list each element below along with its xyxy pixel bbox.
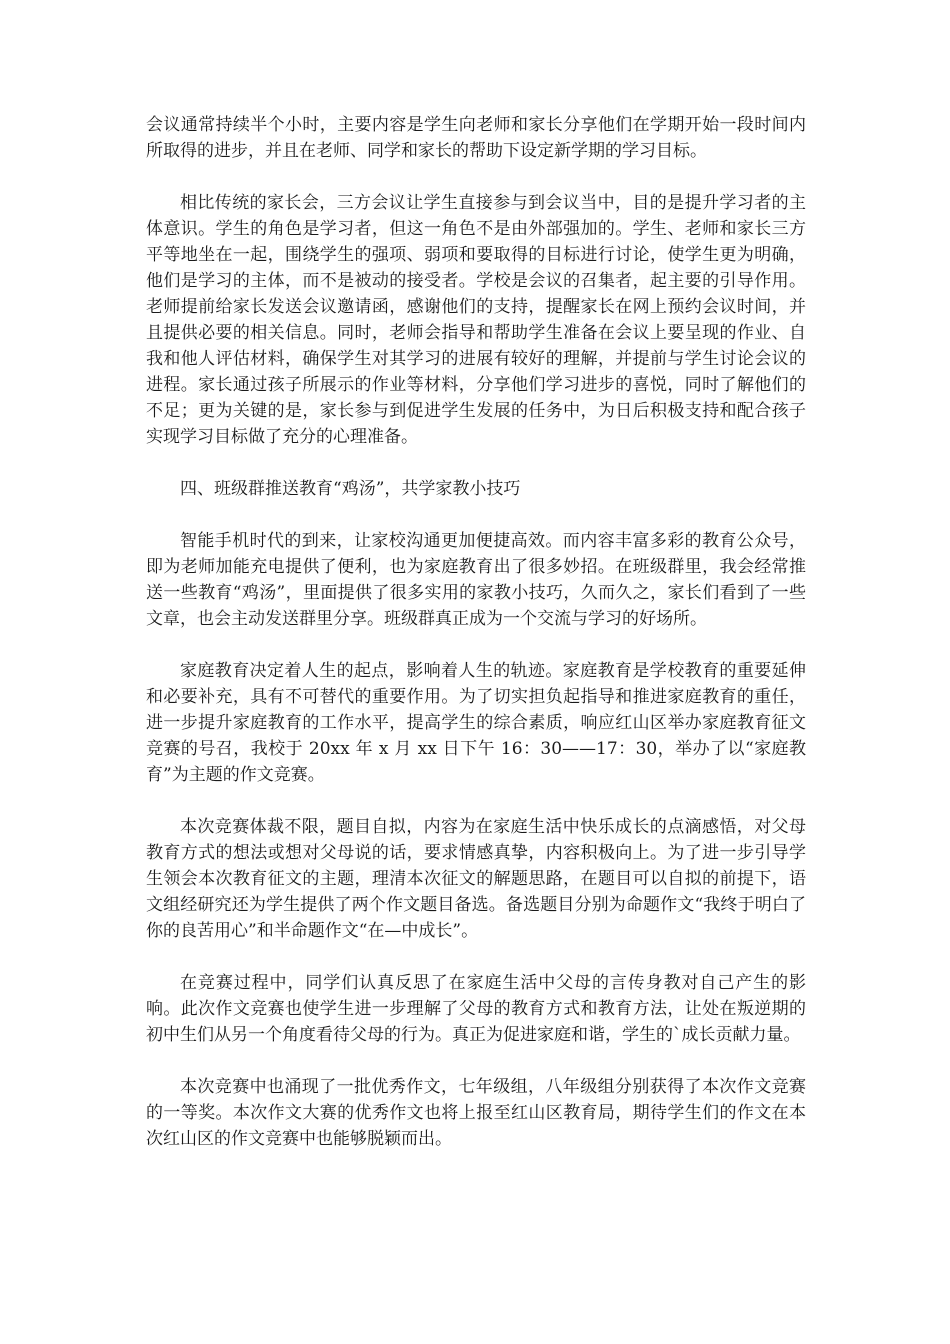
paragraph-family-education: 家庭教育决定着人生的起点，影响着人生的轨迹。家庭教育是学校教育的重要延伸和必要补充，具有不可替代的重要作用。为了切实担负起指导和推进家庭教育的重任，进一步提升家庭教育的工作水平，提高学生的综合素质，响应红山区举办家庭教育征文竞赛的号召，我校于 20xx 年 x 月 xx 日下午 16：30——17：30，举办了以“家庭教育”为主题的作文竞赛。 xyxy=(146,661,806,785)
paragraph-three-party-meeting: 相比传统的家长会，三方会议让学生直接参与到会议当中，目的是提升学习者的主体意识。学生的角色是学习者，但这一角色不是由外部强加的。学生、老师和家长三方平等地坐在一起，围绕学生的强项、弱项和要取得的目标进行讨论，使学生更为明确，他们是学习的主体，而不是被动的接受者。学校是会议的召集者，起主要的引导作用。老师提前给家长发送会议邀请函，感谢他们的支持，提醒家长在网上预约会议时间，并且提供必要的相关信息。同时，老师会指导和帮助学生准备在会议上要呈现的作业、自我和他人评估材料，确保学生对其学习的进展有较好的理解，并提前与学生讨论会议的进程。家长通过孩子所展示的作业等材料，分享他们学习进步的喜悦，同时了解他们的不足；更为关键的是，家长参与到促进学生发展的任务中，为日后积极支持和配合孩子实现学习目标做了充分的心理准备。 xyxy=(146,193,806,447)
paragraph-competition-process: 在竞赛过程中，同学们认真反思了在家庭生活中父母的言传身教对自己产生的影响。此次作文竞赛也使学生进一步理解了父母的教育方式和教育方法，让处在叛逆期的初中生们从另一个角度看待父母的行为。真正为促进家庭和谐，学生的`成长贡献力量。 xyxy=(146,973,806,1045)
paragraph-smartphone-era: 智能手机时代的到来，让家校沟通更加便捷高效。而内容丰富多彩的教育公众号，即为老师加能充电提供了便利，也为家庭教育出了很多妙招。在班级群里，我会经常推送一些教育“鸡汤”，里面提供了很多实用的家教小技巧，久而久之，家长们看到了一些文章，也会主动发送群里分享。班级群真正成为一个交流与学习的好场所。 xyxy=(146,531,806,629)
paragraph-meeting-intro: 会议通常持续半个小时，主要内容是学生向老师和家长分享他们在学期开始一段时间内所取得的进步，并且在老师、同学和家长的帮助下设定新学期的学习目标。 xyxy=(146,115,806,161)
document-body xyxy=(146,112,806,1178)
paragraph-competition-rules: 本次竞赛体裁不限，题目自拟，内容为在家庭生活中快乐成长的点滴感悟，对父母教育方式的想法或想对父母说的话，要求情感真挚，内容积极向上。为了进一步引导学生领会本次教育征文的主题，理清本次征文的解题思路，在题目可以自拟的前提下，语文组经研究还为学生提供了两个作文题目备选。备选题目分别为命题作文“我终于明白了你的良苦用心”和半命题作文“在—中成长”。 xyxy=(146,817,806,941)
paragraph-competition-results: 本次竞赛中也涌现了一批优秀作文，七年级组，八年级组分别获得了本次作文竞赛的一等奖。本次作文大赛的优秀作文也将上报至红山区教育局，期待学生们的作文在本次红山区的作文竞赛中也能够脱颖而出。 xyxy=(146,1077,806,1149)
section-heading: 四、班级群推送教育“鸡汤”，共学家教小技巧 xyxy=(180,479,521,499)
